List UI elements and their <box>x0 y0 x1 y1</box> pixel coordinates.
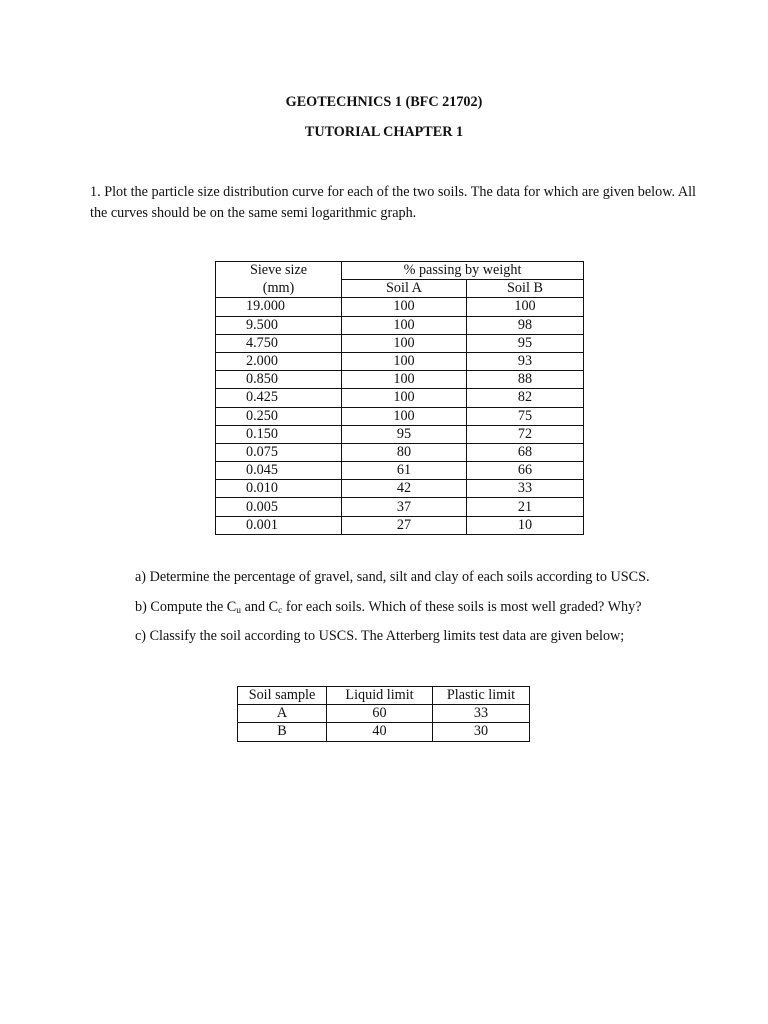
sieve-analysis-table <box>215 261 584 535</box>
soil-a-cell: 95 <box>342 425 467 443</box>
plastic-limit-cell: 30 <box>433 723 530 741</box>
soil-a-cell: 100 <box>342 352 467 370</box>
header-soil-b: Soil B <box>467 280 584 298</box>
table-row <box>216 352 584 370</box>
sieve-size-cell: 2.000 <box>216 352 342 370</box>
soil-b-cell: 33 <box>467 480 584 498</box>
soil-a-cell: 61 <box>342 462 467 480</box>
table-row <box>216 316 584 334</box>
soil-a-cell: 100 <box>342 371 467 389</box>
question-b-suffix: for each soils. Which of these soils is most well graded? Why? <box>282 599 642 615</box>
question-c: c) Classify the soil according to USCS. The Atterberg limits test data are given below; <box>135 628 625 644</box>
header-soil-a: Soil A <box>342 280 467 298</box>
table-header-row <box>238 687 530 705</box>
soil-b-cell: 21 <box>467 498 584 516</box>
sieve-size-cell: 0.075 <box>216 443 342 461</box>
sieve-size-cell: 19.000 <box>216 298 342 316</box>
header-liquid-limit: Liquid limit <box>327 687 433 705</box>
sieve-size-cell: 0.850 <box>216 371 342 389</box>
soil-b-cell: 88 <box>467 371 584 389</box>
subscript-u: u <box>236 606 242 616</box>
table-row <box>216 371 584 389</box>
table-header-row <box>216 280 584 298</box>
table-row <box>216 498 584 516</box>
sieve-size-cell: 0.010 <box>216 480 342 498</box>
header-sieve-unit: (mm) <box>216 280 342 298</box>
table-row <box>216 443 584 461</box>
table-row <box>216 462 584 480</box>
header-soil-sample: Soil sample <box>238 687 327 705</box>
sieve-size-cell: 0.045 <box>216 462 342 480</box>
header-plastic-limit: Plastic limit <box>433 687 530 705</box>
liquid-limit-cell: 60 <box>327 705 433 723</box>
soil-sample-cell: A <box>238 705 327 723</box>
sieve-size-cell: 0.150 <box>216 425 342 443</box>
soil-b-cell: 10 <box>467 516 584 534</box>
soil-b-cell: 75 <box>467 407 584 425</box>
sieve-size-cell: 0.005 <box>216 498 342 516</box>
document-title: GEOTECHNICS 1 (BFC 21702) <box>285 94 483 110</box>
atterberg-limits-table <box>237 686 530 742</box>
question-1-text: 1. Plot the particle size distribution curve for each of the two soils. The data for which are given below. All the curves should be on the same semi logarithmic graph. <box>90 184 696 221</box>
sieve-size-cell: 4.750 <box>216 334 342 352</box>
subscript-c: c <box>278 606 283 616</box>
sieve-size-cell: 0.425 <box>216 389 342 407</box>
soil-sample-cell: B <box>238 723 327 741</box>
soil-a-cell: 80 <box>342 443 467 461</box>
soil-a-cell: 37 <box>342 498 467 516</box>
liquid-limit-cell: 40 <box>327 723 433 741</box>
question-a: a) Determine the percentage of gravel, sand, silt and clay of each soils according to USCS. <box>135 569 650 585</box>
table-row <box>216 389 584 407</box>
soil-a-cell: 100 <box>342 389 467 407</box>
table-row <box>216 298 584 316</box>
table-row <box>216 407 584 425</box>
soil-b-cell: 82 <box>467 389 584 407</box>
soil-a-cell: 100 <box>342 316 467 334</box>
soil-a-cell: 100 <box>342 407 467 425</box>
document-subtitle: TUTORIAL CHAPTER 1 <box>304 124 464 140</box>
soil-a-cell: 42 <box>342 480 467 498</box>
table-row <box>216 425 584 443</box>
soil-b-cell: 98 <box>467 316 584 334</box>
soil-b-cell: 95 <box>467 334 584 352</box>
soil-b-cell: 100 <box>467 298 584 316</box>
sieve-size-cell: 9.500 <box>216 316 342 334</box>
soil-a-cell: 100 <box>342 298 467 316</box>
header-percent-passing: % passing by weight <box>342 262 584 280</box>
soil-b-cell: 93 <box>467 352 584 370</box>
question-b <box>135 599 642 616</box>
sieve-size-cell: 0.250 <box>216 407 342 425</box>
question-b-prefix: b) Compute the C <box>135 599 237 615</box>
table-row <box>216 516 584 534</box>
table-row <box>216 480 584 498</box>
soil-b-cell: 66 <box>467 462 584 480</box>
table-row <box>216 334 584 352</box>
plastic-limit-cell: 33 <box>433 705 530 723</box>
header-sieve-size: Sieve size <box>216 262 342 280</box>
soil-b-cell: 68 <box>467 443 584 461</box>
table-header-row <box>216 262 584 280</box>
soil-a-cell: 100 <box>342 334 467 352</box>
question-b-mid: and C <box>241 599 279 615</box>
table-row <box>238 705 530 723</box>
sieve-size-cell: 0.001 <box>216 516 342 534</box>
soil-a-cell: 27 <box>342 516 467 534</box>
soil-b-cell: 72 <box>467 425 584 443</box>
table-row <box>238 723 530 741</box>
